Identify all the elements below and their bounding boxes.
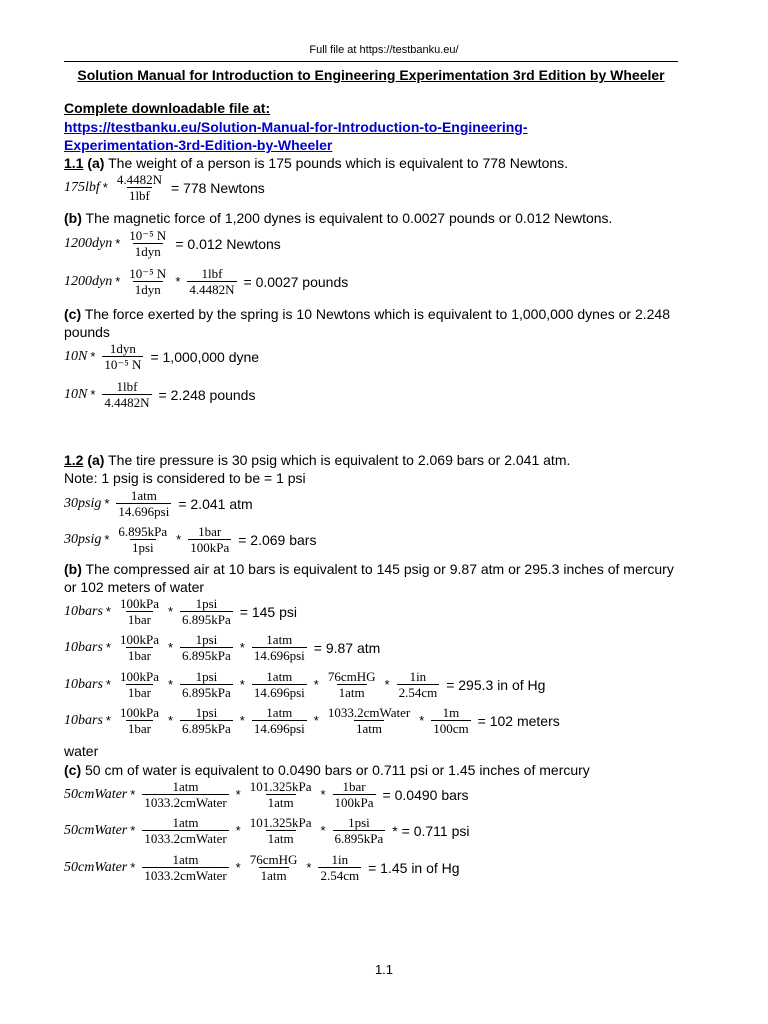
eq-lhs: 10bars bbox=[64, 603, 103, 619]
equation-1-2-b2 bbox=[64, 632, 380, 663]
numerator: 100kPa bbox=[119, 669, 159, 684]
fraction bbox=[252, 632, 307, 663]
part-tag: (b) bbox=[64, 561, 82, 577]
multiply-sign: * bbox=[105, 713, 111, 728]
numerator: 1bar bbox=[342, 779, 366, 794]
multiply-sign: * bbox=[130, 787, 136, 802]
numerator: 1atm bbox=[172, 815, 199, 830]
denominator: 4.4482N bbox=[104, 395, 150, 410]
denominator: 10⁻⁵ N bbox=[104, 357, 142, 372]
multiply-sign: * bbox=[239, 713, 245, 728]
numerator: 1psi bbox=[195, 705, 218, 720]
fraction bbox=[118, 632, 161, 663]
equation-1-2-b4 bbox=[64, 705, 560, 736]
multiply-sign: * bbox=[105, 604, 111, 619]
part-tag: (a) bbox=[87, 155, 105, 171]
fraction bbox=[333, 779, 376, 810]
problem-1-2-a bbox=[64, 451, 570, 469]
multiply-sign: * bbox=[320, 823, 326, 838]
part-text: 50 cm of water is equivalent to 0.0490 bars or 0.711 psi or 1.45 inches of mercury bbox=[81, 762, 590, 778]
fraction bbox=[431, 705, 470, 736]
fraction bbox=[248, 815, 314, 846]
fraction bbox=[252, 705, 307, 736]
eq-result: = 145 psi bbox=[239, 603, 297, 620]
eq-lhs: 175lbf bbox=[64, 179, 100, 195]
fraction bbox=[118, 596, 161, 627]
multiply-sign: * bbox=[175, 274, 181, 289]
multiply-sign: * bbox=[104, 496, 110, 511]
numerator: 1lbf bbox=[201, 266, 223, 281]
equation-1-2-a1 bbox=[64, 488, 253, 519]
equation-1-1-c2 bbox=[64, 379, 255, 410]
fraction bbox=[180, 632, 233, 663]
problem-1-1-a bbox=[64, 154, 568, 172]
numerator: 101.325kPa bbox=[249, 815, 312, 830]
multiply-sign: * bbox=[239, 677, 245, 692]
eq-result: = 778 Newtons bbox=[170, 179, 265, 196]
denominator: 1bar bbox=[127, 612, 152, 627]
numerator: 1atm bbox=[266, 632, 293, 647]
equation-1-1-b2 bbox=[64, 266, 348, 297]
numerator: 100kPa bbox=[119, 705, 159, 720]
fraction bbox=[187, 266, 236, 297]
numerator: 76cmHG bbox=[327, 669, 376, 684]
denominator: 100kPa bbox=[334, 795, 374, 810]
problem-1-1-b bbox=[64, 209, 612, 227]
denominator: 6.895kPa bbox=[182, 685, 231, 700]
part-tag: (b) bbox=[64, 210, 82, 226]
denominator: 1atm bbox=[267, 795, 294, 810]
download-label: Complete downloadable file at: bbox=[64, 100, 271, 116]
numerator: 1atm bbox=[130, 488, 157, 503]
eq-result: = 1.45 in of Hg bbox=[368, 859, 460, 876]
numerator: 100kPa bbox=[119, 632, 159, 647]
eq-result: = 295.3 in of Hg bbox=[446, 676, 546, 693]
part-text: The weight of a person is 175 pounds which is equivalent to 778 Newtons. bbox=[104, 155, 569, 171]
fraction bbox=[142, 852, 228, 883]
numerator: 76cmHG bbox=[249, 852, 298, 867]
numerator: 1atm bbox=[172, 852, 199, 867]
multiply-sign: * bbox=[313, 677, 319, 692]
multiply-sign: * bbox=[419, 713, 425, 728]
numerator: 6.895kPa bbox=[118, 524, 168, 539]
equation-1-2-c2 bbox=[64, 815, 469, 846]
multiply-sign: * bbox=[176, 532, 182, 547]
numerator: 101.325kPa bbox=[249, 779, 312, 794]
numerator: 1dyn bbox=[109, 341, 136, 356]
denominator: 1033.2cmWater bbox=[144, 795, 227, 810]
denominator: 1lbf bbox=[128, 188, 150, 203]
denominator: 4.4482N bbox=[189, 282, 235, 297]
document-title: Solution Manual for Introduction to Engineering Experimentation 3rd Edition by Wheeler bbox=[77, 67, 665, 83]
multiply-sign: * bbox=[306, 860, 312, 875]
denominator: 1atm bbox=[338, 685, 365, 700]
numerator: 100kPa bbox=[119, 596, 159, 611]
denominator: 1bar bbox=[127, 648, 152, 663]
fraction bbox=[115, 172, 164, 203]
numerator: 1lbf bbox=[116, 379, 138, 394]
eq-lhs: 50cmWater bbox=[64, 822, 128, 838]
denominator: 14.696psi bbox=[253, 648, 305, 663]
denominator: 6.895kPa bbox=[182, 612, 231, 627]
fraction bbox=[333, 815, 386, 846]
denominator: 2.54cm bbox=[398, 685, 438, 700]
fraction bbox=[252, 669, 307, 700]
eq-result: = 2.069 bars bbox=[238, 531, 317, 548]
eq-result: = 0.0490 bars bbox=[382, 786, 469, 803]
numerator: 10⁻⁵ N bbox=[129, 266, 167, 281]
eq-lhs: 10bars bbox=[64, 639, 103, 655]
numerator: 1in bbox=[331, 852, 349, 867]
denominator: 100cm bbox=[433, 721, 469, 736]
fraction bbox=[180, 669, 233, 700]
denominator: 6.895kPa bbox=[334, 831, 384, 846]
problem-number: 1.1 bbox=[64, 155, 84, 171]
problem-1-2-b bbox=[64, 560, 684, 596]
numerator: 1psi bbox=[348, 815, 370, 830]
multiply-sign: * bbox=[90, 349, 96, 364]
multiply-sign: * bbox=[235, 823, 241, 838]
denominator: 1033.2cmWater bbox=[144, 831, 227, 846]
fraction bbox=[142, 815, 228, 846]
fraction bbox=[118, 669, 161, 700]
multiply-sign: * bbox=[167, 640, 174, 655]
eq-result: = 9.87 atm bbox=[313, 639, 381, 656]
numerator: 1in bbox=[409, 669, 427, 684]
fraction bbox=[248, 779, 314, 810]
numerator: 1atm bbox=[266, 669, 293, 684]
numerator: 1atm bbox=[266, 705, 293, 720]
denominator: 1bar bbox=[127, 685, 152, 700]
part-tag: (c) bbox=[64, 306, 82, 322]
multiply-sign: * bbox=[130, 823, 136, 838]
equation-1-2-c1 bbox=[64, 779, 469, 810]
equation-1-1-c1 bbox=[64, 341, 259, 372]
denominator: 1dyn bbox=[134, 282, 161, 297]
eq-lhs: 10bars bbox=[64, 676, 103, 692]
equation-1-1-b1 bbox=[64, 228, 281, 259]
page-header: Full file at https://testbanku.eu/ bbox=[309, 44, 459, 56]
denominator: 1bar bbox=[127, 721, 152, 736]
eq-lhs: 10N bbox=[64, 348, 88, 364]
multiply-sign: * bbox=[105, 640, 111, 655]
multiply-sign: * bbox=[320, 787, 326, 802]
fraction bbox=[142, 779, 228, 810]
denominator: 1atm bbox=[267, 831, 294, 846]
part-tag: (a) bbox=[87, 452, 105, 468]
header-rule bbox=[64, 61, 678, 62]
eq-result: * = 0.711 psi bbox=[392, 822, 470, 839]
eq-result: = 1,000,000 dyne bbox=[150, 348, 260, 365]
eq-result: = 0.0027 pounds bbox=[243, 273, 349, 290]
multiply-sign: * bbox=[239, 640, 245, 655]
eq-lhs: 50cmWater bbox=[64, 786, 128, 802]
eq-result: = 2.248 pounds bbox=[158, 386, 256, 403]
multiply-sign: * bbox=[384, 677, 390, 692]
eq-lhs: 1200dyn bbox=[64, 235, 113, 251]
equation-1-2-c3 bbox=[64, 852, 460, 883]
fraction bbox=[118, 705, 161, 736]
eq-lhs: 10N bbox=[64, 386, 88, 402]
fraction bbox=[116, 488, 171, 519]
part-text: The tire pressure is 30 psig which is equivalent to 2.069 bars or 2.041 atm. bbox=[104, 452, 571, 468]
numerator: 4.4482N bbox=[116, 172, 162, 187]
part-text: The magnetic force of 1,200 dynes is equivalent to 0.0027 pounds or 0.012 Newtons. bbox=[81, 210, 613, 226]
problem-1-2-c bbox=[64, 761, 590, 779]
fraction bbox=[102, 341, 143, 372]
equation-1-2-b1 bbox=[64, 596, 297, 627]
multiply-sign: * bbox=[130, 860, 136, 875]
eq-lhs: 30psig bbox=[64, 495, 102, 511]
multiply-sign: * bbox=[105, 677, 111, 692]
denominator: 100kPa bbox=[190, 540, 230, 555]
multiply-sign: * bbox=[235, 860, 241, 875]
denominator: 2.54cm bbox=[320, 868, 360, 883]
problem-1-2-note: Note: 1 psig is considered to be = 1 psi bbox=[64, 470, 306, 486]
eq-lhs: 10bars bbox=[64, 712, 103, 728]
fraction bbox=[127, 228, 168, 259]
numerator: 10⁻⁵ N bbox=[129, 228, 167, 243]
eq-result: = 102 meters bbox=[477, 712, 560, 729]
part-text: The force exerted by the spring is 10 Newtons which is equivalent to 1,000,000 dynes or 2.248 pounds bbox=[64, 306, 670, 340]
eq-lhs: 30psig bbox=[64, 531, 102, 547]
numerator: 1atm bbox=[172, 779, 199, 794]
multiply-sign: * bbox=[104, 532, 110, 547]
numerator: 1psi bbox=[195, 669, 218, 684]
fraction bbox=[180, 705, 233, 736]
equation-1-2-b3 bbox=[64, 669, 545, 700]
page-number: 1.1 bbox=[374, 962, 394, 977]
denominator: 1dyn bbox=[134, 244, 161, 259]
numerator: 1m bbox=[442, 705, 460, 720]
multiply-sign: * bbox=[115, 274, 121, 289]
problem-1-1-c bbox=[64, 305, 684, 341]
fraction bbox=[127, 266, 168, 297]
fraction bbox=[248, 852, 300, 883]
multiply-sign: * bbox=[102, 180, 108, 195]
fraction bbox=[188, 524, 231, 555]
denominator: 1atm bbox=[356, 721, 382, 736]
multiply-sign: * bbox=[167, 713, 174, 728]
equation-1-2-a2 bbox=[64, 524, 316, 555]
multiply-sign: * bbox=[313, 713, 319, 728]
fraction bbox=[326, 705, 412, 736]
eq-lhs: 1200dyn bbox=[64, 273, 113, 289]
equation-continuation: water bbox=[64, 743, 99, 759]
fraction bbox=[180, 596, 233, 627]
problem-number: 1.2 bbox=[64, 452, 84, 468]
fraction bbox=[326, 669, 378, 700]
fraction bbox=[116, 524, 169, 555]
equation-1-1-a bbox=[64, 172, 265, 203]
part-tag: (c) bbox=[64, 762, 82, 778]
denominator: 1033.2cmWater bbox=[144, 868, 227, 883]
numerator: 1psi bbox=[195, 596, 218, 611]
multiply-sign: * bbox=[115, 236, 121, 251]
fraction bbox=[397, 669, 440, 700]
part-text: The compressed air at 10 bars is equivalent to 145 psig or 9.87 atm or 295.3 inches of mercury or 102 meters of water bbox=[64, 561, 674, 595]
multiply-sign: * bbox=[235, 787, 241, 802]
denominator: 14.696psi bbox=[118, 504, 170, 519]
denominator: 14.696psi bbox=[253, 685, 305, 700]
eq-result: = 2.041 atm bbox=[178, 495, 253, 512]
multiply-sign: * bbox=[167, 677, 174, 692]
download-link[interactable]: https://testbanku.eu/Solution-Manual-for-Introduction-to-Engineering- bbox=[64, 119, 528, 135]
numerator: 1bar bbox=[198, 524, 222, 539]
fraction bbox=[318, 852, 361, 883]
denominator: 14.696psi bbox=[253, 721, 305, 736]
eq-lhs: 50cmWater bbox=[64, 859, 128, 875]
multiply-sign: * bbox=[167, 604, 174, 619]
denominator: 1psi bbox=[131, 540, 154, 555]
denominator: 6.895kPa bbox=[182, 648, 231, 663]
fraction bbox=[102, 379, 151, 410]
download-link-cont[interactable]: Experimentation-3rd-Edition-by-Wheeler bbox=[64, 137, 333, 153]
denominator: 6.895kPa bbox=[182, 721, 231, 736]
eq-result: = 0.012 Newtons bbox=[175, 235, 281, 252]
numerator: 1033.2cmWater bbox=[327, 705, 411, 720]
denominator: 1atm bbox=[260, 868, 287, 883]
numerator: 1psi bbox=[195, 632, 218, 647]
multiply-sign: * bbox=[90, 387, 96, 402]
